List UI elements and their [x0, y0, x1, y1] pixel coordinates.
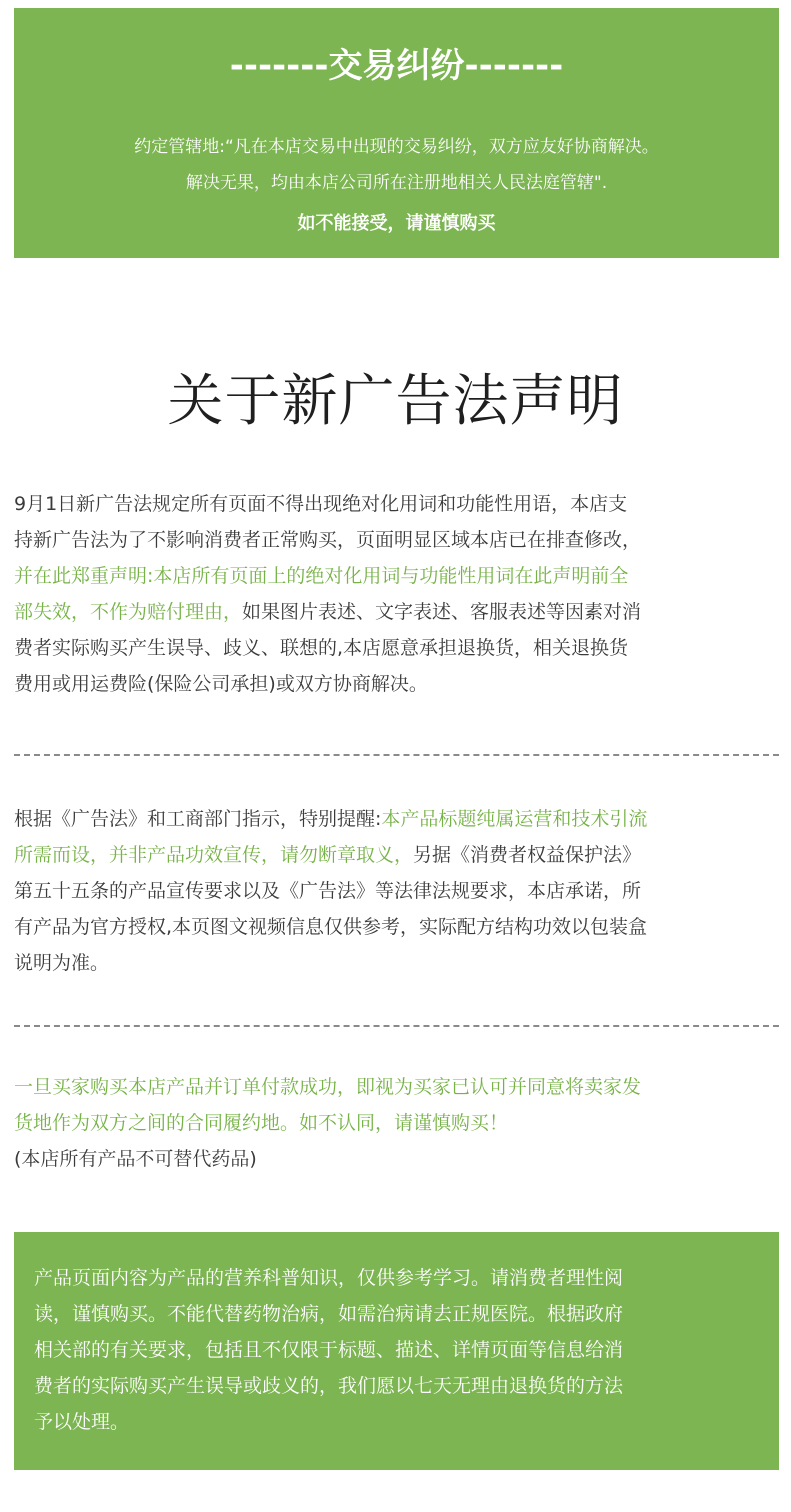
statement-line: 9月1日新广告法规定所有页面不得出现绝对化用词和功能性用语，本店支 — [14, 493, 628, 515]
dispute-banner — [14, 8, 779, 258]
notice-line: 有产品为官方授权,本页图文视频信息仅供参考，实际配方结构功效以包装盒 — [14, 916, 648, 938]
disclaimer-line: 相关部的有关要求，包括且不仅限于标题、描述、详情页面等信息给消 — [34, 1339, 624, 1361]
notice-line — [14, 801, 779, 837]
page-title: 关于新广告法声明 — [167, 369, 624, 434]
disclaimer-banner — [14, 1232, 779, 1470]
disclaimer-line: 读，谨慎购买。不能代替药物治病，如需治病请去正规医院。根据政府 — [34, 1303, 624, 1325]
notice-text: 另据《消费者权益保护法》 — [413, 844, 642, 866]
statement-line: 持新广告法为了不影响消费者正常购买，页面明显区域本店已在排查修改， — [14, 529, 642, 551]
notice-line: 第五十五条的产品宣传要求以及《广告法》等法律法规要求，本店承诺，所 — [14, 880, 642, 902]
purchase-agreement — [14, 1069, 779, 1177]
notice-highlight: 本产品标题纯属运营和技术引流 — [381, 808, 648, 830]
purchase-line: 货地作为双方之间的合同履约地。如不认同，请谨慎购买！ — [14, 1112, 509, 1134]
advertising-notice — [14, 801, 779, 981]
notice-line: 说明为准。 — [14, 952, 110, 974]
dispute-title: -------交易纠纷------- — [229, 46, 564, 86]
statement-line — [14, 594, 779, 630]
dispute-warning: 如不能接受，请谨慎购买 — [297, 213, 496, 234]
disclaimer-line: 产品页面内容为产品的营养科普知识，仅供参考学习。请消费者理性阅 — [34, 1267, 624, 1289]
advertising-statement — [14, 486, 779, 702]
dashed-divider — [14, 754, 779, 756]
statement-line: 费者实际购买产生误导、歧义、联想的,本店愿意承担退换货，相关退换货 — [14, 637, 629, 659]
disclaimer-text — [34, 1260, 769, 1440]
statement-text: 如果图片表述、文字表述、客服表述等因素对消 — [242, 601, 642, 623]
jurisdiction-text-cont: 解决无果，均由本店公司所在注册地相关人民法庭管辖". — [185, 173, 608, 193]
purchase-note: (本店所有产品不可替代药品) — [14, 1148, 257, 1170]
disclaimer-line: 予以处理。 — [34, 1411, 130, 1433]
notice-highlight: 所需而设，并非产品功效宣传，请勿断章取义， — [14, 844, 414, 866]
statement-line: 费用或用运费险(保险公司承担)或双方协商解决。 — [14, 673, 428, 695]
notice-line — [14, 837, 779, 873]
notice-text: 根据《广告法》和工商部门指示，特别提醒: — [14, 808, 382, 830]
purchase-line: 一旦买家购买本店产品并订单付款成功，即视为买家已认可并同意将卖家发 — [14, 1076, 642, 1098]
statement-line-highlight: 并在此郑重声明:本店所有页面上的绝对化用词与功能性用词在此声明前全 — [14, 565, 629, 587]
statement-highlight: 部失效，不作为赔付理由， — [14, 601, 243, 623]
disclaimer-line: 费者的实际购买产生误导或歧义的，我们愿以七天无理由退换货的方法 — [34, 1375, 624, 1397]
jurisdiction-text: 约定管辖地:“凡在本店交易中出现的交易纠纷，双方应友好协商解决。 — [134, 137, 659, 157]
dashed-divider — [14, 1025, 779, 1027]
